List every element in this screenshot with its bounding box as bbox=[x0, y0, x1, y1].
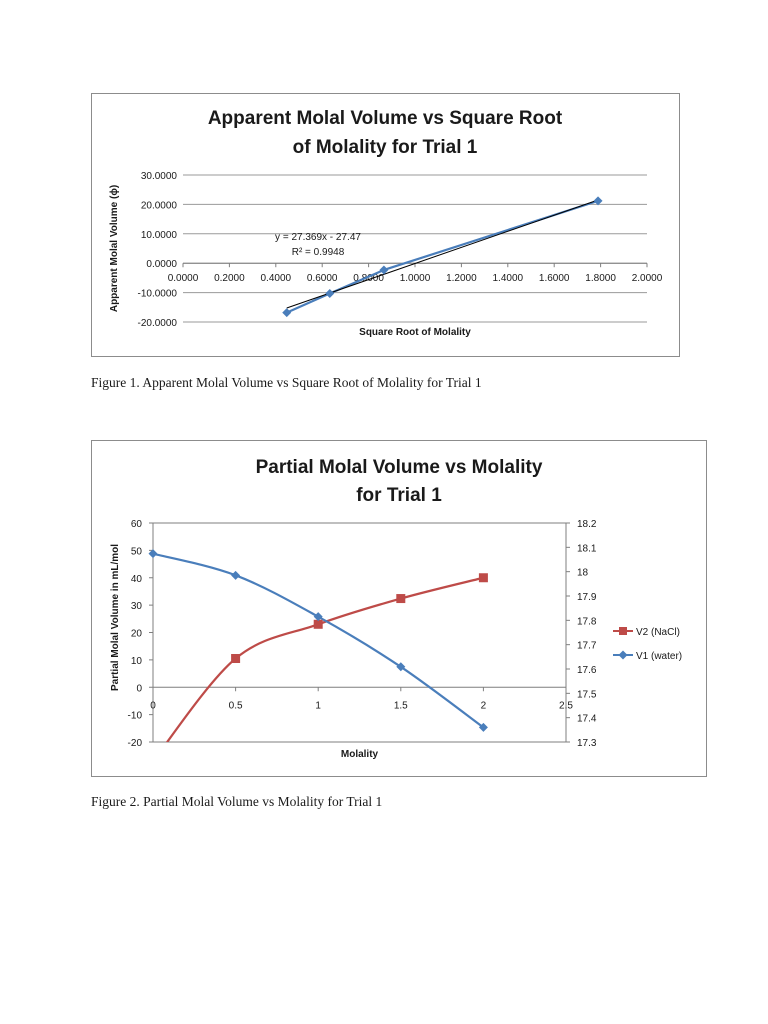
x-tick-label: 1.8000 bbox=[585, 273, 616, 285]
legend-swatch-marker bbox=[619, 627, 627, 635]
y-tick-label: 0.0000 bbox=[146, 259, 177, 271]
left-y-tick-label: -10 bbox=[127, 710, 142, 722]
left-y-tick-label: 40 bbox=[130, 573, 142, 585]
chart-title-line: of Molality for Trial 1 bbox=[292, 137, 478, 158]
x-tick-label: 2.5 bbox=[559, 700, 573, 712]
x-tick-label: 0.8000 bbox=[353, 273, 384, 285]
x-tick-label: 1.4000 bbox=[492, 273, 524, 285]
y-axis-title: Apparent Molal Volume (ϕ) bbox=[109, 184, 120, 313]
v1-water-point bbox=[231, 571, 240, 580]
x-tick-label: 0.5 bbox=[228, 700, 243, 712]
x-tick-label: 1.5 bbox=[393, 700, 408, 712]
x-tick-label: 0.6000 bbox=[306, 273, 338, 285]
figure1-chart bbox=[91, 93, 680, 357]
x-tick-label: 1.6000 bbox=[538, 273, 570, 285]
x-axis-title: Molality bbox=[340, 749, 379, 760]
x-tick-label: 0.0000 bbox=[167, 273, 199, 285]
right-y-tick-label: 17.7 bbox=[577, 640, 597, 652]
x-tick-label: 1.0000 bbox=[399, 273, 431, 285]
x-tick-label: 1 bbox=[315, 700, 321, 712]
trendline-r2: R² = 0.9948 bbox=[291, 247, 345, 258]
y-tick-label: 20.0000 bbox=[140, 200, 177, 212]
figure2-svg bbox=[92, 441, 706, 776]
y-tick-label: -20.0000 bbox=[137, 318, 177, 329]
left-y-tick-label: 30 bbox=[130, 601, 142, 613]
legend-swatch-marker bbox=[619, 651, 628, 660]
x-tick-label: 2 bbox=[480, 700, 487, 712]
data-point bbox=[282, 308, 291, 317]
y-axis-title: Partial Molal Volume in mL/mol bbox=[110, 543, 121, 692]
x-axis-title: Square Root of Molality bbox=[359, 327, 471, 338]
data-point bbox=[325, 289, 334, 298]
left-y-tick-label: 10 bbox=[130, 655, 142, 667]
left-y-tick-label: 0 bbox=[136, 683, 142, 695]
figure1-caption: Figure 1. Apparent Molal Volume vs Square Root of Molality for Trial 1 bbox=[91, 375, 482, 390]
v2-nacl-point bbox=[231, 654, 240, 663]
legend-label: V1 (water) bbox=[636, 651, 683, 662]
x-tick-label: 0.2000 bbox=[214, 273, 245, 285]
y-tick-label: 30.0000 bbox=[140, 171, 177, 182]
right-y-tick-label: 17.6 bbox=[577, 665, 597, 676]
right-y-tick-label: 18 bbox=[577, 567, 589, 579]
y-tick-label: 10.0000 bbox=[140, 229, 177, 241]
left-y-tick-label: 50 bbox=[130, 546, 142, 558]
x-tick-label: 0 bbox=[150, 700, 156, 712]
figure1-svg bbox=[92, 94, 679, 356]
chart-title-line: Apparent Molal Volume vs Square Root bbox=[207, 108, 563, 129]
chart-title-line: Partial Molal Volume vs Molality bbox=[255, 457, 543, 478]
left-y-tick-label: 20 bbox=[130, 628, 142, 640]
x-tick-label: 2.0000 bbox=[631, 273, 663, 285]
right-y-tick-label: 17.3 bbox=[577, 738, 597, 749]
figure2-chart bbox=[91, 440, 707, 777]
v2-nacl-point bbox=[396, 594, 405, 603]
y-tick-label: -10.0000 bbox=[137, 288, 177, 300]
chart-title-line: for Trial 1 bbox=[356, 485, 442, 506]
x-tick-label: 1.2000 bbox=[446, 273, 477, 285]
right-y-tick-label: 17.5 bbox=[577, 689, 597, 701]
figure2-caption: Figure 2. Partial Molal Volume vs Molality for Trial 1 bbox=[91, 794, 383, 809]
right-y-tick-label: 17.4 bbox=[577, 713, 597, 725]
legend-label: V2 (NaCl) bbox=[636, 627, 680, 638]
v2-nacl-point bbox=[479, 573, 488, 582]
left-y-tick-label: -20 bbox=[127, 738, 142, 749]
right-y-tick-label: 17.9 bbox=[577, 592, 597, 603]
left-y-tick-label: 60 bbox=[130, 519, 142, 530]
x-tick-label: 0.4000 bbox=[260, 273, 292, 285]
right-y-tick-label: 17.8 bbox=[577, 616, 597, 628]
plot-area bbox=[153, 554, 483, 762]
v2-nacl-line bbox=[153, 578, 483, 761]
right-y-tick-label: 18.2 bbox=[577, 519, 597, 530]
trendline-equation: y = 27.369x - 27.47 bbox=[275, 232, 361, 243]
right-y-tick-label: 18.1 bbox=[577, 543, 597, 555]
